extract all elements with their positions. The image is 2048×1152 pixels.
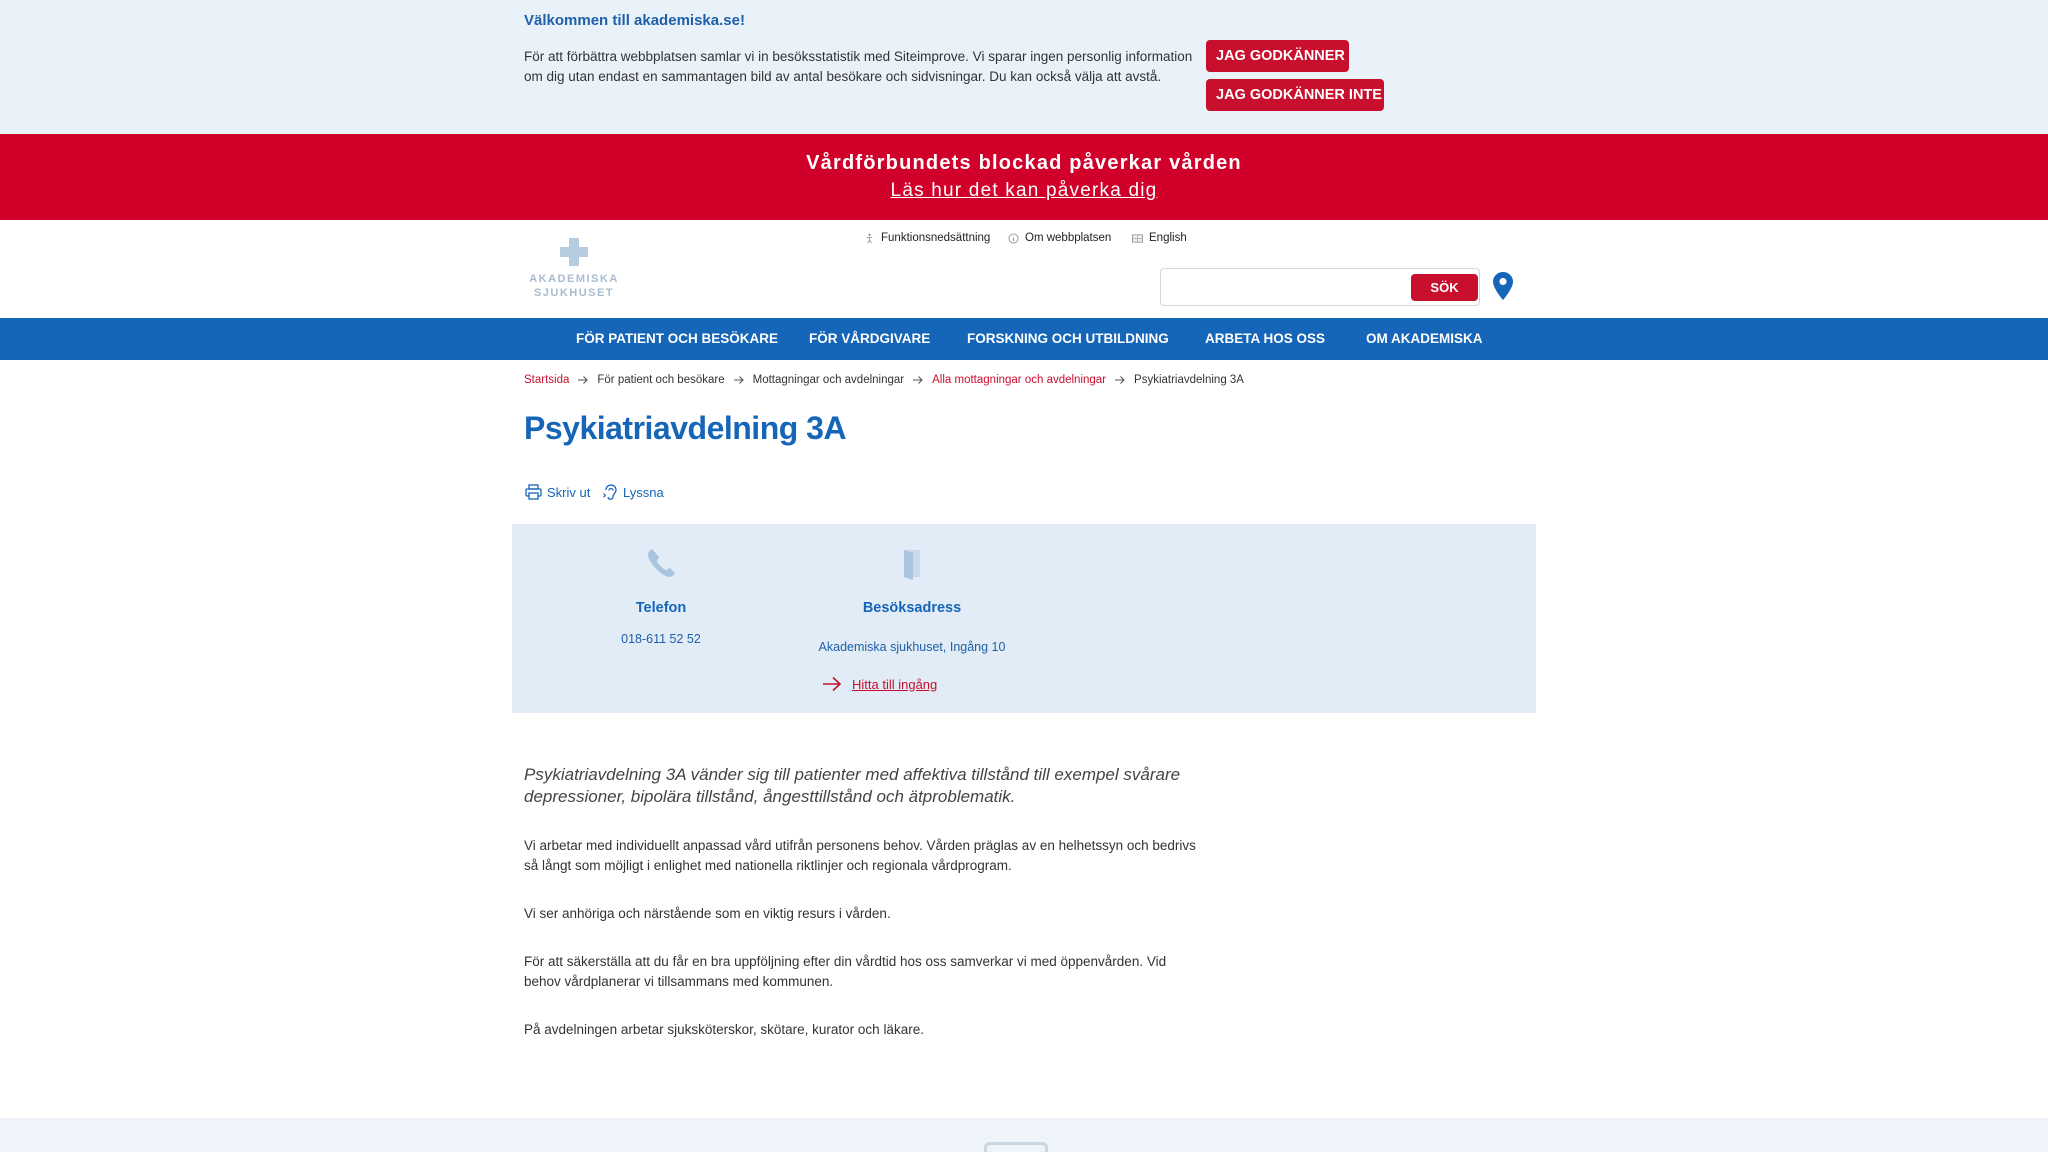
- cross-icon: [560, 238, 588, 266]
- breadcrumb-item[interactable]: Alla mottagningar och avdelningar: [932, 374, 1107, 386]
- body-paragraph: För att säkerställa att du får en bra uppföljning efter din vårdtid hos oss samverkar vi med öppenvården. Vid behov vårdplanerar vi tillsammans med kommunen.: [524, 954, 1167, 989]
- utility-link-label: Om webbplatsen: [1025, 232, 1112, 244]
- nav-item-om-akademiska[interactable]: OM AKADEMISKA: [1366, 331, 1483, 346]
- nav-item-forskning[interactable]: FORSKNING OCH UTBILDNING: [967, 331, 1169, 346]
- find-entrance-label: Hitta till ingång: [852, 676, 938, 692]
- contact-panel: [512, 524, 1536, 713]
- breadcrumb-item[interactable]: Mottagningar och avdelningar: [752, 374, 905, 386]
- footer-decoration: [984, 1142, 1048, 1152]
- footer: [0, 1118, 2048, 1152]
- site-header: [0, 220, 2048, 318]
- utility-link-english[interactable]: [1132, 232, 1187, 244]
- utility-link-label: English: [1149, 232, 1187, 244]
- printer-icon: [525, 484, 542, 500]
- search-button[interactable]: SÖK: [1411, 274, 1478, 301]
- breadcrumb-item[interactable]: Startsida: [524, 374, 570, 386]
- breadcrumb-current: Psykiatriavdelning 3A: [1134, 374, 1244, 386]
- cookie-banner: [0, 0, 2048, 134]
- flag-icon: [1132, 233, 1143, 244]
- cookie-decline-button[interactable]: JAG GODKÄNNER INTE: [1206, 79, 1384, 111]
- cookie-title: Välkommen till akademiska.se!: [524, 12, 745, 29]
- print-button[interactable]: [525, 484, 590, 500]
- alert-title: Vårdförbundets blockad påverkar vården: [806, 152, 1242, 174]
- page-title: Psykiatriavdelning 3A: [524, 410, 847, 446]
- door-icon: [895, 546, 929, 580]
- address-value: Akademiska sjukhuset, Ingång 10: [818, 640, 1006, 654]
- lead-paragraph: Psykiatriavdelning 3A vänder sig till patienter med affektiva tillstånd till exempel svårare depressioner, bipolära tillstånd, ångesttillstånd och ätproblematik.: [524, 765, 1181, 806]
- search-box: [1160, 268, 1480, 306]
- arrow-right-icon: [912, 375, 924, 385]
- alert-link[interactable]: Läs hur det kan påverka dig: [890, 180, 1158, 201]
- listen-label: Lyssna: [623, 484, 664, 500]
- main-navigation: [0, 318, 2048, 360]
- site-logo[interactable]: [524, 236, 624, 302]
- arrow-right-icon: [733, 375, 745, 385]
- ear-icon: [602, 484, 618, 500]
- logo-line-1: AKADEMISKA: [529, 273, 619, 285]
- body-paragraph: Vi arbetar med individuellt anpassad vård utifrån personens behov. Vården präglas av en helhetssyn och bedrivs så långt som möjligt i enlighet med nationella riktlinjer och regionala vårdprogram.: [524, 838, 1196, 873]
- phone-icon: [644, 546, 678, 580]
- nav-item-vardgivare[interactable]: FÖR VÅRDGIVARE: [809, 331, 931, 346]
- print-label: Skriv ut: [547, 484, 591, 500]
- search-input[interactable]: [1167, 274, 1407, 300]
- phone-label: Telefon: [635, 600, 687, 616]
- cookie-accept-button[interactable]: JAG GODKÄNNER: [1206, 40, 1349, 72]
- alert-banner: [0, 134, 2048, 220]
- info-icon: [1008, 233, 1019, 244]
- body-paragraph: Vi ser anhöriga och närstående som en viktig resurs i vården.: [524, 906, 891, 921]
- utility-link-accessibility[interactable]: [864, 232, 990, 244]
- nav-item-patient[interactable]: FÖR PATIENT OCH BESÖKARE: [576, 331, 779, 346]
- utility-link-label: Funktionsnedsättning: [881, 232, 991, 244]
- body-paragraph: På avdelningen arbetar sjuksköterskor, skötare, kurator och läkare.: [524, 1022, 924, 1037]
- listen-button[interactable]: [602, 484, 664, 500]
- arrow-right-icon: [1114, 375, 1126, 385]
- breadcrumb-item[interactable]: För patient och besökare: [597, 374, 725, 386]
- arrow-right-icon: [822, 676, 842, 692]
- logo-line-2: SJUKHUSET: [533, 287, 615, 299]
- utility-link-about[interactable]: [1008, 232, 1111, 244]
- nav-item-arbeta[interactable]: ARBETA HOS OSS: [1205, 331, 1326, 346]
- find-entrance-link[interactable]: [822, 676, 937, 692]
- cookie-text: För att förbättra webbplatsen samlar vi in besöksstatistik med Siteimprove. Vi sparar ingen personlig information om dig utan endast en sammantagen bild av antal besökare och sidvisningar. Du kan också välja att avstå.: [524, 49, 1193, 84]
- map-pin-icon[interactable]: [1493, 272, 1513, 300]
- phone-value[interactable]: 018-611 52 52: [621, 632, 701, 646]
- arrow-right-icon: [577, 375, 589, 385]
- address-label: Besöksadress: [862, 600, 962, 616]
- breadcrumb: [524, 374, 1244, 386]
- accessibility-icon: [864, 233, 875, 244]
